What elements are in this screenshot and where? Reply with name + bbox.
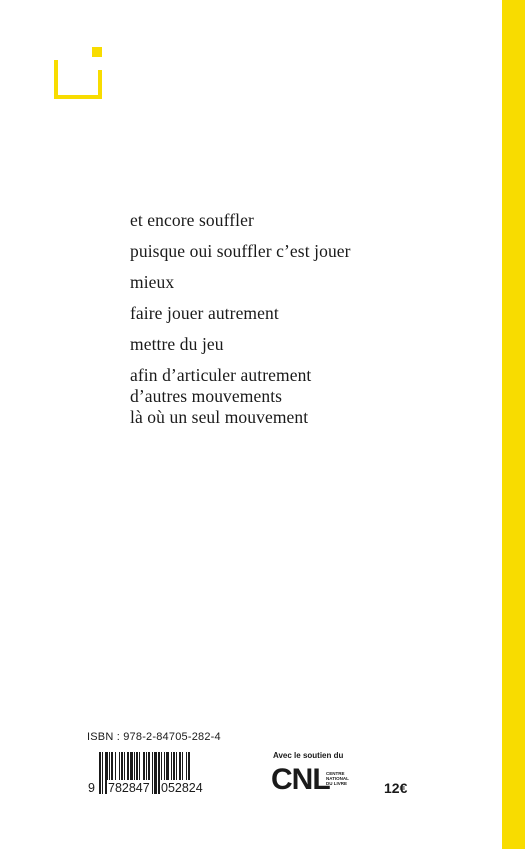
poem-stanza [130,365,490,428]
price-label: 12€ [384,780,408,796]
cnl-logo [271,763,361,801]
poem-line: d’autres mouvements [130,386,283,406]
cnl-subtitle-line: CENTRE [326,771,345,776]
yellow-spine-stripe [502,0,525,849]
poem-line: mettre du jeu [130,334,224,354]
cnl-subtitle-line: DU LIVRE [326,781,348,786]
poem-stanza [130,334,490,355]
poem-text [130,210,490,438]
poem-line: puisque oui souffler c’est jouer [130,241,351,261]
poem-line: faire jouer autrement [130,303,279,323]
barcode-digit-group-right: 052824 [161,781,203,795]
poem-line: là où un seul mouvement [130,407,309,427]
poem-stanza [130,210,490,231]
support-label: Avec le soutien du [273,751,344,760]
square-corner-logo-icon [54,47,102,99]
poem-line: et encore souffler [130,210,254,230]
cnl-logo-subtitle [326,771,349,786]
cnl-logo-text: CNL [271,763,330,796]
barcode-digits [87,780,227,796]
barcode-digit-group-left: 782847 [108,781,150,795]
poem-stanza [130,303,490,324]
barcode-digit-prefix: 9 [88,781,95,795]
isbn-text: ISBN : 978-2-84705-282-4 [87,731,221,743]
cnl-subtitle-line: NATIONAL [326,776,349,781]
poem-stanza [130,272,490,293]
poem-line: afin d’articuler autrement [130,365,312,385]
poem-line: mieux [130,272,175,292]
poem-stanza [130,241,490,262]
